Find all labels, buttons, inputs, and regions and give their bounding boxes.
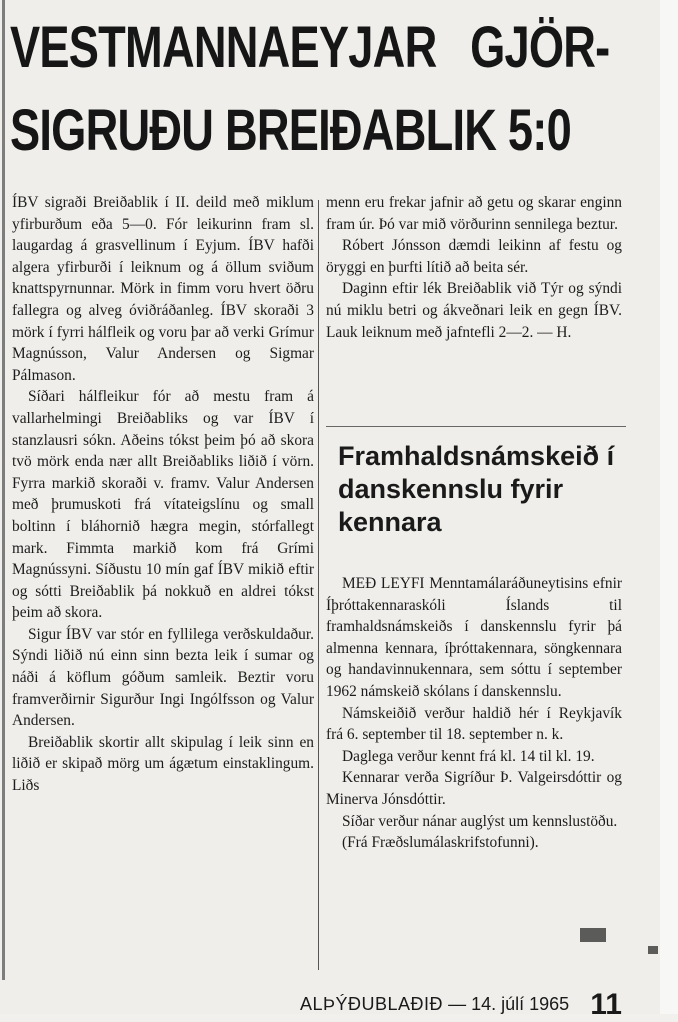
page-footer [300,988,622,1022]
article-paragraph: ÍBV sigraði Breiðablik í II. deild með miklum yfirburðum eða 5—0. Fór leikurinn fram sl. laugardag á grasvellinum í Eyjum. ÍBV hafði algera yfirburði í leiknum og á öllum sviðum knattspyrnunnar. Mörk in fimm voru hvert öðru fallegra og alveg óviðráðanleg. ÍBV skoraði 3 mörk í fyrri hálfleik og voru þar að verki Grímur Magnússon, Valur Andersen og Sigmar Pálmason. [12,194,314,384]
notice-title: Framhaldsnámskeið í danskennslu fyrir kennara [338,441,615,537]
notice-body [326,573,622,854]
section-rule [326,426,626,427]
notice-paragraph: Daglega verður kennt frá kl. 14 til kl. 19. [342,747,595,765]
headline-line-2: SIGRUÐU BREIÐABLIK 5:0 [10,98,571,163]
article-paragraph: menn eru frekar jafnir að getu og skarar enginn fram úr. Þó var mið vörðurinn sennilega beztur. [326,194,622,233]
print-smudge [580,928,606,942]
article-right-column [326,192,622,343]
notice-paragraph: MEÐ LEYFI Menntamálaráðuneytisins efnir Íþróttakennaraskóli Íslands til framhaldsnámskeiðs í danskennslu fyrir þá almenna kennara, íþróttakennara, söngkennara og handavinnukennara, sem sóttu í september 1962 námskeið skólans í danskennslu. [326,575,622,700]
headline [10,6,610,172]
page-number: 11 [590,988,622,1021]
print-smudge [648,946,658,954]
article-paragraph: Síðari hálfleikur fór að mestu fram á vallarhelmingi Breiðabliks og var ÍBV í stanzlausri sókn. Aðeins tókst þeim þó að skora tvö mörk enda nær allt Breiðabliks liðið í vörn. Fyrra markið skoraði v. framv. Valur Andersen með þrumuskoti frá vítateigslínu og small boltinn í bláhornið hægra megin, stórfallegt mark. Fimmta markið kom frá Grími Magnússyni. Síðustu 10 mín gaf ÍBV mikið eftir og sótti Breiðablik þá nokkuð en aldrei tókst þeim að skora. [12,388,314,622]
newspaper-name: ALÞÝÐUBLAÐIÐ [300,994,444,1014]
scan-left-edge [2,0,5,980]
issue-date: 14. júlí 1965 [471,994,570,1014]
article-paragraph: Róbert Jónsson dæmdi leikinn af festu og öryggi en þurfti lítið að beita sér. [326,237,622,276]
notice-paragraph: Námskeiðið verður haldið hér í Reykjavík frá 6. september til 18. september n. k. [326,704,622,744]
footer-dash: — [448,994,467,1014]
article-paragraph: Breiðablik skortir allt skipulag í leik sinn en liðið er skipað mörg um ágætum einstaklingum. Liðs [12,733,314,795]
article-paragraph: Daginn eftir lék Breiðablik við Týr og sýndi nú miklu betri og ákveðnari leik en gegn ÍBV. Lauk leiknum með jafntefli 2—2. — H. [326,280,622,341]
headline-line-1: VESTMANNAEYJAR GJÖR- [10,15,610,80]
column-divider [318,200,319,970]
article-paragraph: Sigur ÍBV var stór en fyllilega verðskuldaður. Sýndi liðið nú einn sinn bezta leik í sumar og náði á köflum góðum samleik. Beztir voru framverðirnir Sigurður Ingi Ingólfsson og Valur Andersen. [12,625,314,730]
scan-right-margin [660,0,678,1014]
article-left-column [12,192,314,797]
notice-paragraph: (Frá Fræðslumálaskrifstofunni). [342,834,539,852]
notice-paragraph: Síðar verður nánar auglýst um kennslustöðu. [342,812,618,830]
notice-paragraph: Kennarar verða Sigríður Þ. Valgeirsdóttir og Minerva Jónsdóttir. [326,769,622,808]
